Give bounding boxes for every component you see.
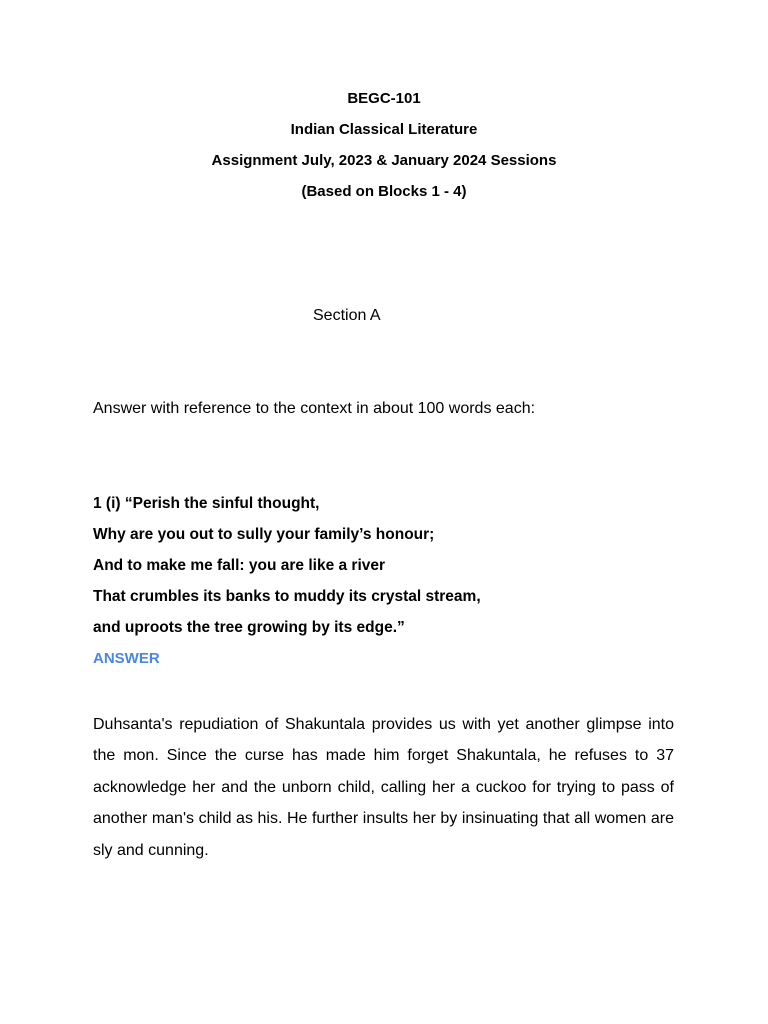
course-title: Indian Classical Literature bbox=[290, 121, 478, 138]
question-line-3: And to make me fall: you are like a river bbox=[93, 557, 386, 574]
answer-label: ANSWER bbox=[93, 650, 160, 667]
question-line-1: 1 (i) “Perish the sinful thought, bbox=[93, 495, 320, 512]
session-line: Assignment July, 2023 & January 2024 Sessions bbox=[211, 152, 557, 169]
course-code: BEGC-101 bbox=[347, 90, 421, 107]
question-line-4: That crumbles its banks to muddy its crystal stream, bbox=[93, 588, 481, 605]
instruction-text: Answer with reference to the context in about 100 words each: bbox=[93, 400, 536, 417]
answer-paragraph: Duhsanta's repudiation of Shakuntala provides us with yet another glimpse into the mon. Since the curse has made him forget Shakuntala, he refuses to 37 acknowledge her and the unborn child, calling her a cuckoo for trying to pass of another man's child as his. He further insults her by insinuating that all women are sly and cunning. bbox=[93, 716, 674, 859]
question-line-5: and uproots the tree growing by its edge.” bbox=[93, 619, 405, 636]
section-heading: Section A bbox=[313, 307, 381, 324]
blocks-line: (Based on Blocks 1 - 4) bbox=[301, 183, 467, 200]
question-line-2: Why are you out to sully your family’s honour; bbox=[93, 526, 435, 543]
